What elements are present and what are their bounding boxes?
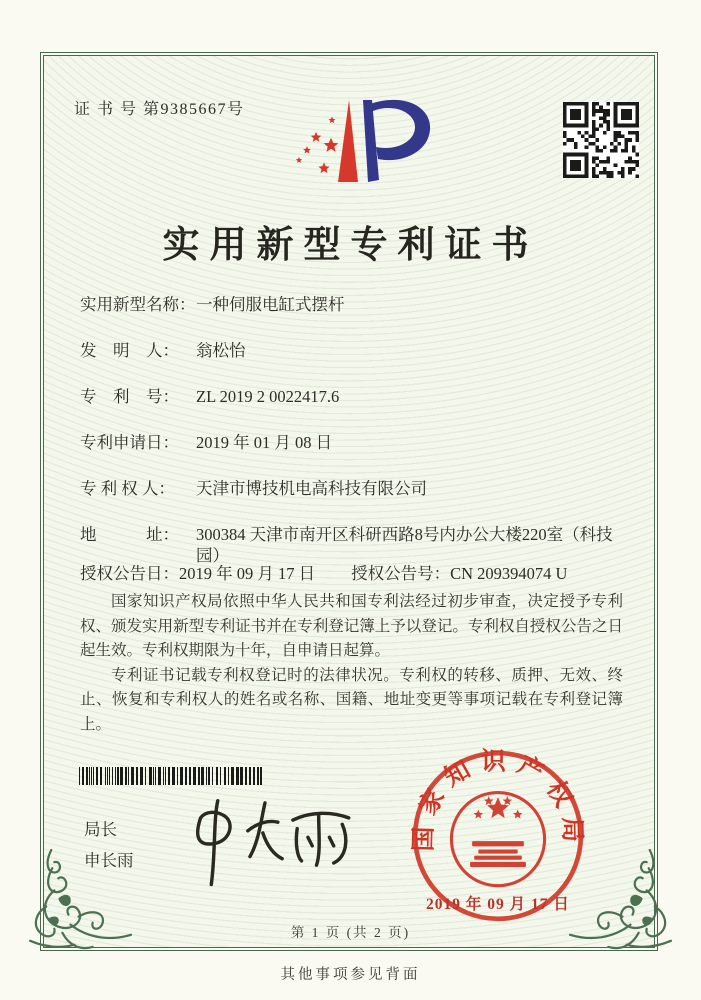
cnipa-p-logo-icon bbox=[276, 90, 436, 194]
barcode-icon bbox=[79, 767, 265, 785]
field-value: 300384 天津市南开区科研西路8号内办公大楼220室（科技园） bbox=[196, 525, 613, 565]
field-value: 天津市博技机电高科技有限公司 bbox=[196, 479, 427, 498]
field-label: 专 利 权 人： bbox=[80, 479, 175, 498]
field-value: 一种伺服电缸式摆杆 bbox=[196, 295, 345, 314]
grant-number bbox=[351, 563, 567, 584]
field-label: 发 明 人： bbox=[80, 341, 179, 360]
field-value: ZL 2019 2 0022417.6 bbox=[196, 387, 340, 406]
back-note: 其他事项参见背面 bbox=[280, 967, 421, 983]
page-number: 第 1 页 (共 2 页) bbox=[290, 925, 411, 940]
field-value: 2019 年 01 月 08 日 bbox=[196, 433, 333, 452]
grant-number-value: CN 209394074 U bbox=[450, 564, 568, 583]
certificate-title: 实用新型专利证书 bbox=[162, 225, 539, 266]
field-label: 专 利 号： bbox=[80, 387, 179, 406]
qr-code-icon bbox=[563, 102, 639, 178]
legal-paragraph-2: 专利证书记载专利权登记时的法律状况。专利权的转移、质押、无效、终止、恢复和专利权人的姓名或名称、国籍、地址变更等事项记载在专利登记簿上。 bbox=[80, 666, 623, 733]
field-list bbox=[80, 294, 628, 591]
field-label: 实用新型名称： bbox=[80, 295, 196, 314]
field-value: 翁松怡 bbox=[196, 341, 246, 360]
grant-row bbox=[80, 563, 640, 584]
grant-date bbox=[80, 563, 315, 584]
field-label: 地 址： bbox=[80, 525, 179, 544]
field-row-utility-name bbox=[80, 294, 628, 315]
grant-date-value: 2019 年 09 月 17 日 bbox=[179, 564, 316, 583]
field-label: 专利申请日： bbox=[80, 433, 179, 452]
field-row-address bbox=[80, 524, 628, 566]
field-row-patent-number bbox=[80, 386, 628, 407]
field-row-patentee bbox=[80, 478, 628, 499]
field-row-inventor bbox=[80, 340, 628, 361]
corner-flourish-icon bbox=[567, 846, 683, 962]
seal-ring-text: 国家知识产权局 bbox=[410, 748, 586, 852]
handwritten-signature-icon bbox=[180, 790, 365, 892]
officer-name: 申长雨 bbox=[84, 851, 134, 870]
legal-paragraph-1: 国家知识产权局依照中华人民共和国专利法经过初步审查，决定授予专利权、颁发实用新型专利证书并在专利登记簿上予以登记。专利权自授权公告之日起生效。专利权期限为十年，自申请日起算。 bbox=[80, 593, 623, 659]
grant-date-label: 授权公告日： bbox=[80, 564, 179, 583]
corner-flourish-icon bbox=[18, 846, 134, 962]
grant-number-label: 授权公告号： bbox=[351, 564, 451, 583]
legal-text bbox=[80, 590, 623, 737]
field-row-filing-date bbox=[80, 432, 628, 453]
seal-date: 2019 年 09 月 17 日 bbox=[426, 896, 570, 913]
officer-title: 局长 bbox=[84, 820, 117, 839]
certificate-number: 证 书 号 第9385667号 bbox=[74, 101, 245, 118]
